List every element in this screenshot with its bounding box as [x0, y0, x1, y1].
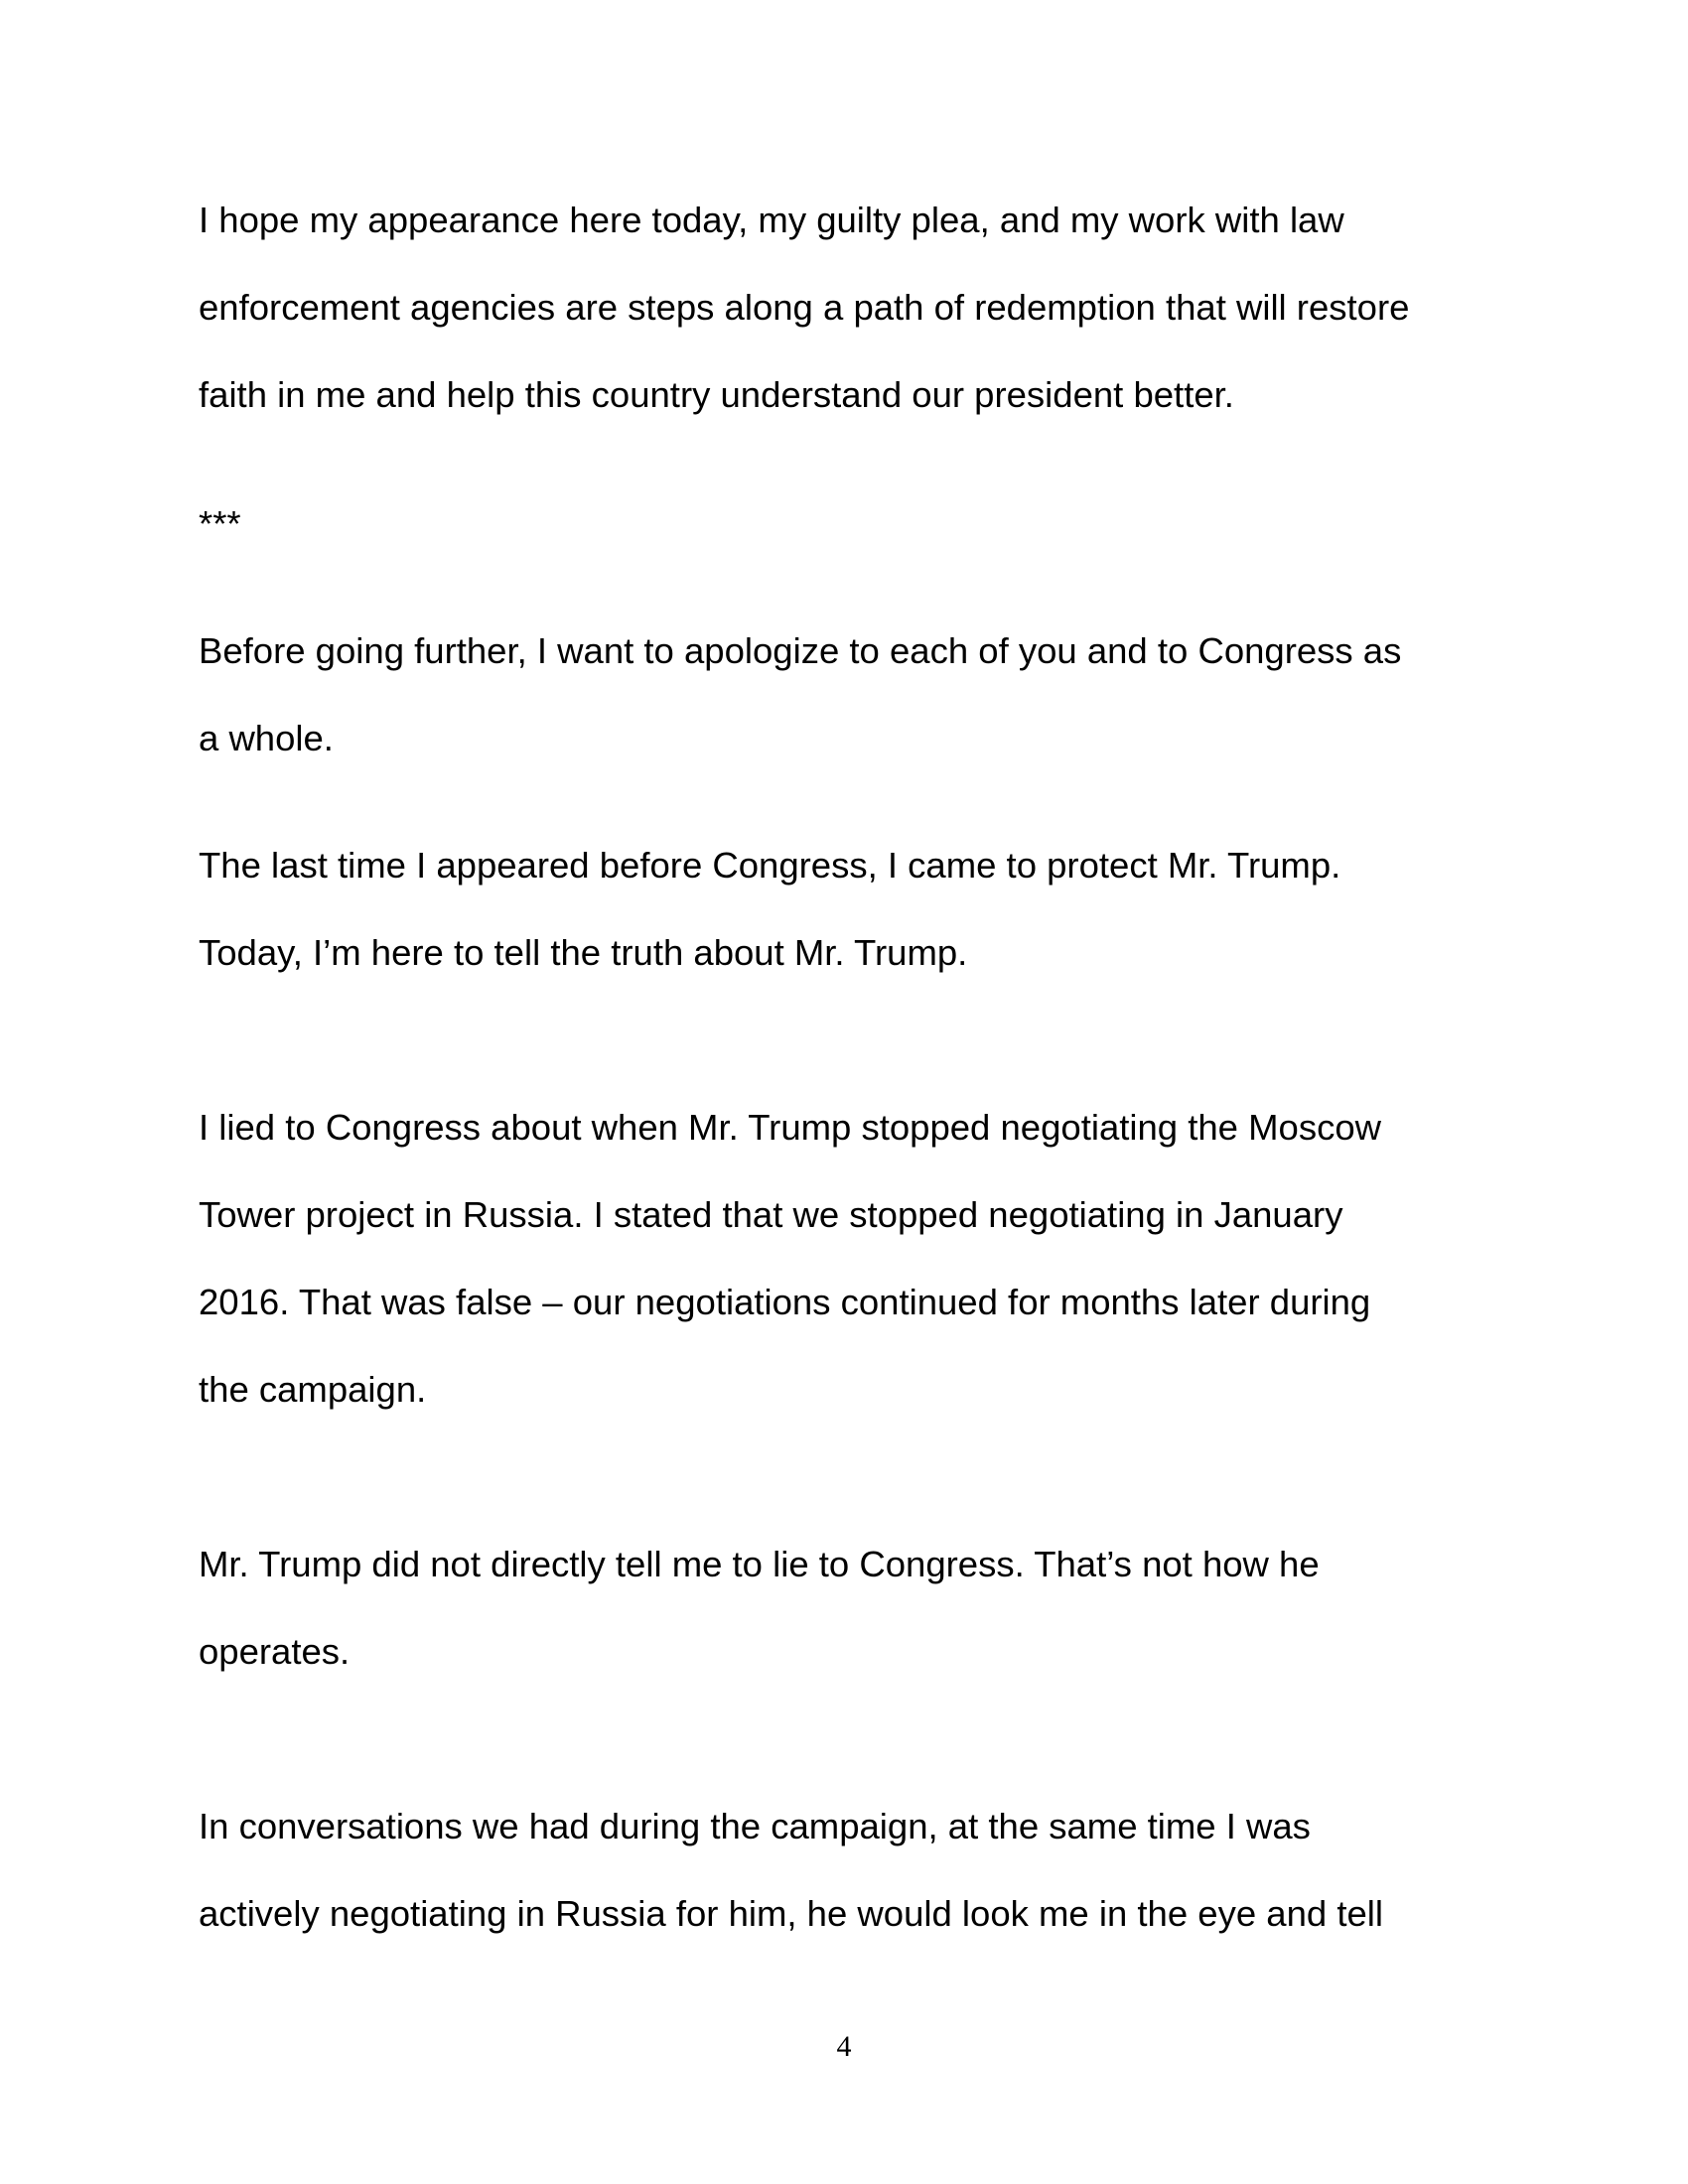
paragraph-line: Tower project in Russia. I stated that we stopped negotiating in January [199, 1194, 1343, 1235]
paragraph-line: In conversations we had during the campaign, at the same time I was [199, 1806, 1311, 1846]
paragraph-line: a whole. [199, 718, 334, 758]
paragraph-line: Today, I’m here to tell the truth about Mr. Trump. [199, 932, 968, 973]
paragraph-line: Mr. Trump did not directly tell me to lie to Congress. That’s not how he [199, 1544, 1320, 1584]
paragraph-line: faith in me and help this country understand our president better. [199, 374, 1234, 415]
paragraph-line: The last time I appeared before Congress, I came to protect Mr. Trump. [199, 845, 1341, 886]
paragraph-line: the campaign. [199, 1369, 427, 1410]
paragraph-line: I lied to Congress about when Mr. Trump stopped negotiating the Moscow [199, 1107, 1381, 1148]
paragraph-line: 2016. That was false – our negotiations continued for months later during [199, 1282, 1371, 1322]
paragraph-line: actively negotiating in Russia for him, he would look me in the eye and tell [199, 1893, 1383, 1934]
paragraph-line: enforcement agencies are steps along a path of redemption that will restore [199, 287, 1410, 328]
page-number: 4 [836, 2030, 852, 2063]
section-separator: *** [199, 503, 241, 544]
paragraph-line: operates. [199, 1631, 351, 1672]
paragraph-line: I hope my appearance here today, my guilty plea, and my work with law [199, 200, 1344, 240]
paragraph-line: Before going further, I want to apologize to each of you and to Congress as [199, 630, 1402, 671]
